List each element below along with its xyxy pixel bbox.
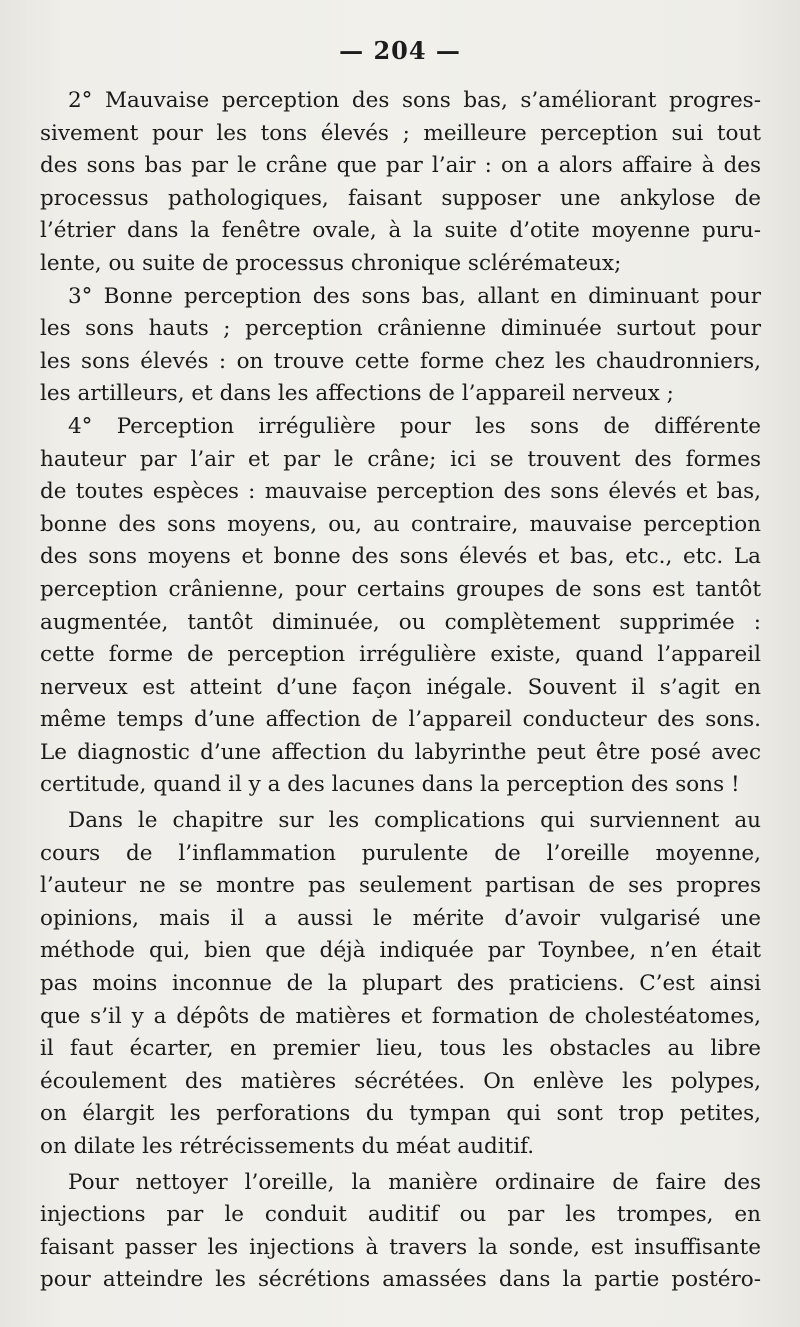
text-line: 4° Perception irrégulière pour les sons de différente xyxy=(68,413,761,439)
text-line: de toutes espèces : mauvaise perception des sons élevés et bas, xyxy=(40,479,761,505)
text-line: 3° Bonne perception des sons bas, allant en diminuant pour xyxy=(68,283,761,309)
body-text xyxy=(40,85,761,1297)
text-line: Dans le chapitre sur les complications qui surviennent au xyxy=(68,808,761,834)
text-line: nerveux est atteint d’une façon inégale. Souvent il s’agit en xyxy=(40,674,761,700)
text-line: l’étrier dans la fenêtre ovale, à la suite d’otite moyenne puru- xyxy=(40,218,761,244)
text-line: on élargit les perforations du tympan qui sont trop petites, xyxy=(40,1101,761,1127)
text-line: 2° Mauvaise perception des sons bas, s’améliorant progres- xyxy=(68,88,761,113)
text-line: cours de l’inflammation purulente de l’oreille moyenne, xyxy=(40,840,761,866)
paragraph-complications xyxy=(40,805,761,1164)
text-line: on dilate les rétrécissements du méat auditif. xyxy=(40,1134,535,1159)
paragraph-item-4 xyxy=(40,411,761,802)
text-line: processus pathologiques, faisant supposer une ankylose de xyxy=(40,185,761,211)
text-line: lente, ou suite de processus chronique sclérémateux; xyxy=(40,250,622,276)
text-line: certitude, quand il y a des lacunes dans la perception des sons ! xyxy=(40,772,740,798)
text-line: il faut écarter, en premier lieu, tous les obstacles au libre xyxy=(40,1036,761,1062)
text-line: des sons bas par le crâne que par l’air : on a alors affaire à des xyxy=(40,153,761,179)
text-line: les sons hauts ; perception crânienne diminuée surtout pour xyxy=(40,316,761,342)
text-line: perception crânienne, pour certains groupes de sons est tantôt xyxy=(40,576,761,602)
text-line: hauteur par l’air et par le crâne; ici se trouvent des formes xyxy=(40,446,761,472)
paragraph-item-3 xyxy=(40,281,761,411)
text-line: des sons moyens et bonne des sons élevés et bas, etc., etc. La xyxy=(40,544,761,570)
text-line: bonne des sons moyens, ou, au contraire, mauvaise perception xyxy=(40,511,761,537)
text-line: Pour nettoyer l’oreille, la manière ordinaire de faire des xyxy=(68,1169,761,1195)
text-line: même temps d’une affection de l’appareil conducteur des sons. xyxy=(40,707,761,733)
text-line: que s’il y a dépôts de matières et formation de cholestéatomes, xyxy=(40,1003,761,1029)
text-line: pour atteindre les sécrétions amassées dans la partie postéro- xyxy=(40,1267,761,1293)
text-line: faisant passer les injections à travers la sonde, est insuffisante xyxy=(40,1234,761,1260)
text-line: Le diagnostic d’une affection du labyrinthe peut être posé avec xyxy=(40,739,761,765)
text-line: pas moins inconnue de la plupart des praticiens. C’est ainsi xyxy=(40,971,761,997)
text-line: augmentée, tantôt diminuée, ou complètement supprimée : xyxy=(40,609,761,635)
text-line: cette forme de perception irrégulière existe, quand l’appareil xyxy=(40,642,761,668)
text-line: méthode qui, bien que déjà indiquée par Toynbee, n’en était xyxy=(40,938,761,964)
paragraph-cleaning xyxy=(40,1167,761,1297)
text-line: les artilleurs, et dans les affections de l’appareil nerveux ; xyxy=(40,381,674,407)
text-line: injections par le conduit auditif ou par les trompes, en xyxy=(40,1202,761,1228)
text-line: opinions, mais il a aussi le mérite d’avoir vulgarisé une xyxy=(40,905,761,931)
text-line: sivement pour les tons élevés ; meilleure perception sui tout xyxy=(40,120,761,146)
text-line: écoulement des matières sécrétées. On enlève les polypes, xyxy=(40,1068,761,1094)
text-line: l’auteur ne se montre pas seulement partisan de ses propres xyxy=(40,873,761,899)
page-number: — 204 — xyxy=(339,36,461,65)
paragraph-item-2 xyxy=(40,85,761,281)
text-line: les sons élevés : on trouve cette forme chez les chaudronniers, xyxy=(40,348,761,374)
